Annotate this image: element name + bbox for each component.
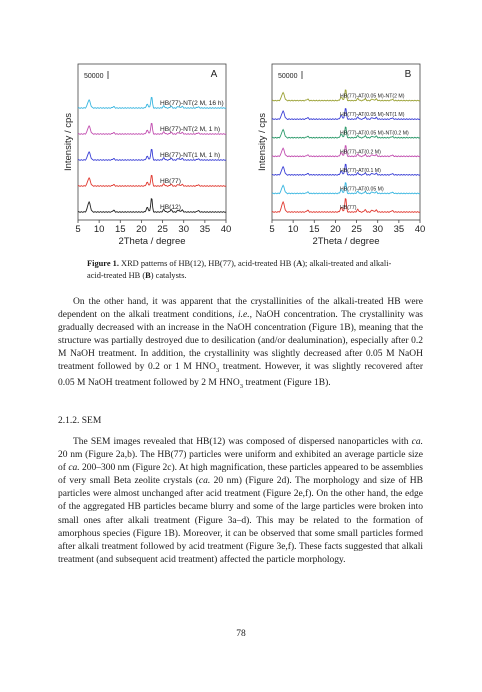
panel-b-xtick-label: 25 — [351, 224, 362, 235]
panel-b-series-label: HB(77)-AT(0.1 M) — [340, 167, 381, 174]
panel-b-frame — [272, 64, 420, 220]
panel-a-ylabel: Intensity / cps — [63, 112, 74, 172]
panel-a-xtick-label: 25 — [157, 224, 168, 235]
panel-b-series-label: HB(77)-AT(0.2 M) — [340, 149, 381, 156]
panel-b-panel-letter: B — [404, 69, 412, 80]
panel-a-series-label: HB(12) — [160, 204, 181, 211]
panel-a-ymark: 50000 — [84, 73, 104, 80]
panel-a-series-label: HB(77)-NT(1 M, 1 h) — [160, 152, 221, 159]
panel-b-xtick-label: 15 — [308, 224, 320, 235]
panel-a-series-label: HB(77) — [160, 178, 181, 185]
panel-b-series-label: HB(77)-AT(0.05 M)-NT(2 M) — [340, 93, 405, 100]
panel-b-series-label: HB(77)-AT(0.05 M)-NT(0.2 M) — [340, 130, 409, 137]
panel-b-xtick-label: 40 — [414, 224, 426, 235]
page-number: 78 — [236, 629, 246, 639]
panel-b-series-label: HB(77) — [340, 205, 357, 211]
panel-a-frame — [78, 64, 226, 220]
panel-a-xtick-label: 5 — [75, 224, 81, 235]
panel-b-xtick-label: 35 — [393, 224, 405, 235]
panel-a-xtick-label: 15 — [114, 224, 126, 235]
figure-1 — [58, 58, 428, 248]
panel-b-xtick-label: 30 — [372, 224, 384, 235]
paragraph-crystallinity: On the other hand, it was apparent that the crystallinities of the alkali-treated HB were dependent on the alkali treatment conditions, i.e., NaOH concentration. The crystallinity was gradually decreased with an increase in the NaOH concentration (Figure 1B), meaning that the structure was partially destroyed due to desilication (and/or dealumination), especially after 0.2 M NaOH treatment. In addition, the crystallinity was slightly decreased after 0.05 M NaOH treatment followed by 0.2 or 1 M $HNO_3$ treatment. However, it was slightly recovered after 0.05 M NaOH treatment followed by 2 M $HNO_3$ treatment (Figure 1B). — [58, 297, 424, 391]
caption-label: Figure 1. — [87, 259, 119, 268]
section-heading: 2.1.2. SEM — [58, 416, 102, 426]
panel-b-xtick-label: 5 — [269, 224, 275, 235]
panel-a-xtick-label: 35 — [199, 224, 211, 235]
panel-a-series-label: HB(77)-NT(2 M, 16 h) — [160, 100, 224, 107]
panel-a-xtick-label: 20 — [136, 224, 147, 235]
panel-b-series-label: HB(77)-AT(0.05 M) — [340, 186, 384, 193]
panel-a-series-line — [78, 175, 226, 186]
panel-a-panel-letter: A — [210, 69, 218, 80]
panel-a-xtick-label: 30 — [178, 224, 190, 235]
panel-a-xlabel: 2Theta / degree — [118, 236, 186, 247]
panel-b-ymark: 50000 — [278, 73, 298, 80]
panel-a-series-line — [78, 199, 226, 213]
panel-b-xtick-label: 20 — [330, 224, 341, 235]
figure-caption: Figure 1. XRD patterns of HB(12), HB(77), acid-treated HB (A); alkali-treated and alkali-acid-treated HB (B) catalysts. — [87, 259, 392, 280]
xrd-figure — [58, 58, 428, 248]
panel-b-ylabel: Intensity / cps — [257, 112, 268, 172]
panel-b-xtick-label: 10 — [287, 224, 299, 235]
panel-b-xlabel: 2Theta / degree — [312, 236, 380, 247]
panel-b-series-label: HB(77)-AT(0.05 M)-NT(1 M) — [340, 112, 405, 119]
panel-a-series-label: HB(77)-NT(2 M, 1 h) — [160, 126, 221, 133]
panel-a-xtick-label: 10 — [93, 224, 105, 235]
panel-a-xtick-label: 40 — [220, 224, 232, 235]
paragraph-sem: The SEM images revealed that HB(12) was composed of dispersed nanoparticles with ca. 20 nm (Figure 2a,b). The HB(77) particles were uniform and exhibited an average particle size of ca. 200–300 nm (Figure 2c). At high magnification, these particles appeared to be assemblies of very small Beta zeolite crystals (ca. 20 nm) (Figure 2d). The morphology and size of HB particles were almost unchanged after acid treatment (Figure 2e,f). On the other hand, the edge of the aggregated HB particles became blurry and some of the large particles were broken into small ones after alkali treatment (Figure 3a–d). This may be related to the formation of amorphous species (Figure 1B). Moreover, it can be observed that some small particles formed after alkali treatment followed by acid treatment (Figure 3e,f). These facts suggested that alkali treatment (and subsequent acid treatment) affected the particle morphology. — [58, 437, 424, 565]
